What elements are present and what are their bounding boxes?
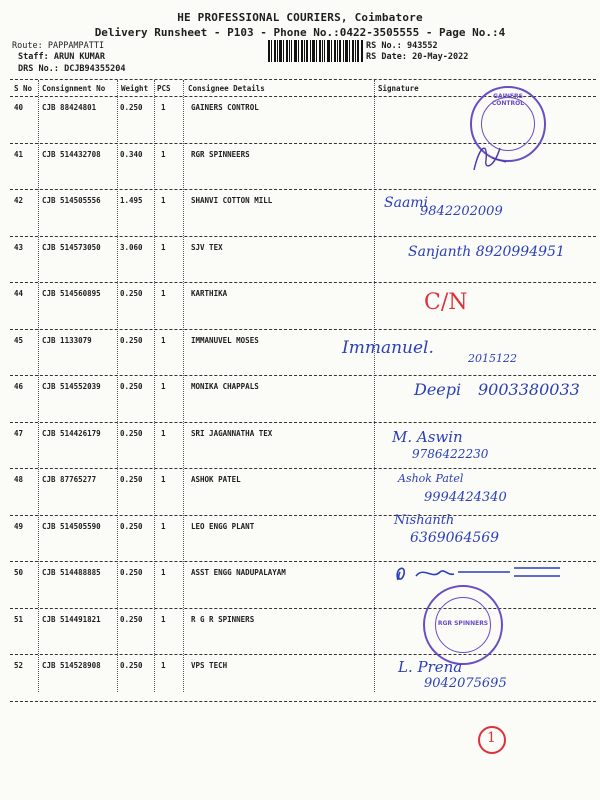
seal-text: GAINERS CONTROL bbox=[491, 93, 525, 107]
row-weight: 0.250 bbox=[120, 568, 143, 577]
row-consignee: SHANVI COTTON MILL bbox=[191, 196, 273, 205]
signature-48-phone: 9994424340 bbox=[424, 490, 507, 505]
row-sno: 52 bbox=[14, 661, 24, 670]
row-consignee: VPS TECH bbox=[191, 661, 228, 670]
row-weight: 0.250 bbox=[120, 475, 143, 484]
row-sno: 41 bbox=[14, 149, 24, 159]
col-separator bbox=[38, 80, 39, 692]
signature-46-name: Deepi bbox=[414, 380, 462, 399]
row-sno: 49 bbox=[14, 521, 24, 531]
row-consignee: GAINERS CONTROL bbox=[191, 103, 259, 112]
row-sno: 47 bbox=[14, 428, 24, 438]
rs-date-info bbox=[366, 52, 468, 62]
signature-50 bbox=[392, 562, 562, 586]
row-sno: 51 bbox=[14, 614, 24, 624]
rs-no-info bbox=[366, 41, 438, 51]
col-header-sno: S No bbox=[14, 84, 33, 93]
signature-42-phone: 9842202009 bbox=[420, 204, 503, 219]
row-separator bbox=[10, 329, 596, 330]
row-pcs: 1 bbox=[161, 521, 166, 531]
row-consignee: KARTHIKA bbox=[191, 289, 228, 298]
drs-info bbox=[18, 64, 126, 74]
row-consignee: LEO ENGG PLANT bbox=[191, 521, 255, 531]
col-header-pcs: PCS bbox=[157, 84, 171, 93]
row-consignment-no: CJB 514573050 bbox=[42, 242, 101, 252]
seal-text: RGR SPINNERS bbox=[437, 620, 489, 627]
route-info bbox=[12, 41, 104, 51]
row-sno: 43 bbox=[14, 242, 24, 252]
row-separator bbox=[10, 375, 596, 376]
row-consignment-no: CJB 87765277 bbox=[42, 475, 97, 484]
row-consignment-no: CJB 514528908 bbox=[42, 661, 101, 670]
drs-value: DCJB94355204 bbox=[64, 64, 126, 74]
row-consignment-no: CJB 514432708 bbox=[42, 149, 101, 159]
row-sno: 45 bbox=[14, 335, 24, 345]
row-weight: 0.250 bbox=[120, 614, 143, 624]
row-weight: 0.250 bbox=[120, 103, 143, 112]
row-consignee: MONIKA CHAPPALS bbox=[191, 382, 259, 391]
row-sno: 42 bbox=[14, 196, 24, 205]
red-circle-mark bbox=[478, 726, 506, 754]
row-pcs: 1 bbox=[161, 289, 166, 298]
row-consignment-no: CJB 514552039 bbox=[42, 382, 101, 391]
row-consignee: R G R SPINNERS bbox=[191, 614, 255, 624]
runsheet-title: Delivery Runsheet - P103 - Phone No.:0422-3505555 - Page No.:4 bbox=[94, 26, 506, 39]
header-top-rule bbox=[10, 79, 596, 80]
row-consignment-no: CJB 514505590 bbox=[42, 521, 101, 531]
row-separator bbox=[10, 189, 596, 190]
row-consignment-no: CJB 1133079 bbox=[42, 335, 92, 345]
staff-info bbox=[18, 52, 105, 62]
staff-value: ARUN KUMAR bbox=[53, 52, 106, 62]
signature-42-name: Saami bbox=[384, 195, 429, 211]
row-consignment-no: CJB 514491821 bbox=[42, 614, 101, 624]
row-pcs: 1 bbox=[161, 614, 166, 624]
signature-49-name: Nishanth bbox=[394, 513, 455, 528]
col-header-weight: Weight bbox=[121, 84, 149, 93]
staff-label: Staff: bbox=[18, 52, 49, 62]
row-weight: 0.250 bbox=[120, 661, 143, 670]
signature-46-phone: 9003380033 bbox=[478, 380, 580, 399]
row-consignee: SJV TEX bbox=[191, 242, 223, 252]
red-mark-text: 1 bbox=[487, 730, 496, 746]
row-separator bbox=[10, 608, 596, 609]
row-consignee: RGR SPINNEERS bbox=[191, 149, 250, 159]
company-title: HE PROFESSIONAL COURIERS, Coimbatore bbox=[177, 11, 423, 24]
signature-41 bbox=[470, 140, 510, 174]
row-pcs: 1 bbox=[161, 242, 166, 252]
signature-45-name: Immanuel. bbox=[342, 338, 434, 358]
row-separator bbox=[10, 422, 596, 423]
row-consignment-no: CJB 514560895 bbox=[42, 289, 101, 298]
row-separator bbox=[10, 282, 596, 283]
row-separator bbox=[10, 236, 596, 237]
route-label: Route: bbox=[12, 41, 43, 51]
col-header-consignment: Consignment No bbox=[42, 84, 106, 93]
row-pcs: 1 bbox=[161, 149, 166, 159]
rs-no-value: 943552 bbox=[406, 41, 438, 51]
signature-45-date: 2015122 bbox=[468, 352, 517, 365]
row-pcs: 1 bbox=[161, 428, 166, 438]
row-pcs: 1 bbox=[161, 103, 166, 112]
row-pcs: 1 bbox=[161, 568, 166, 577]
signature-44-mark: C/N bbox=[424, 290, 468, 315]
row-sno: 48 bbox=[14, 475, 24, 484]
signature-52-name: L. Prena bbox=[398, 658, 463, 676]
row-weight: 3.060 bbox=[120, 242, 143, 252]
row-pcs: 1 bbox=[161, 196, 166, 205]
row-weight: 0.250 bbox=[120, 521, 143, 531]
row-pcs: 1 bbox=[161, 475, 166, 484]
row-consignee: IMMANUVEL MOSES bbox=[191, 335, 259, 345]
signature-47-name: M. Aswin bbox=[392, 428, 463, 446]
row-pcs: 1 bbox=[161, 382, 166, 391]
signature-49-phone: 6369064569 bbox=[410, 530, 500, 546]
row-separator bbox=[10, 701, 596, 702]
row-pcs: 1 bbox=[161, 335, 166, 345]
row-separator bbox=[10, 654, 596, 655]
col-separator bbox=[374, 80, 375, 692]
row-pcs: 1 bbox=[161, 661, 166, 670]
signature-43: Sanjanth 8920994951 bbox=[408, 244, 565, 260]
row-sno: 46 bbox=[14, 382, 24, 391]
row-separator bbox=[10, 468, 596, 469]
col-separator bbox=[117, 80, 118, 692]
row-consignment-no: CJB 514426179 bbox=[42, 428, 101, 438]
row-sno: 50 bbox=[14, 568, 24, 577]
col-header-consignee: Consignee Details bbox=[188, 84, 265, 93]
row-weight: 0.250 bbox=[120, 428, 143, 438]
row-weight: 0.250 bbox=[120, 289, 143, 298]
row-weight: 0.250 bbox=[120, 335, 143, 345]
row-consignee: SRI JAGANNATHA TEX bbox=[191, 428, 273, 438]
row-separator bbox=[10, 515, 596, 516]
row-sno: 40 bbox=[14, 103, 24, 112]
drs-label: DRS No.: bbox=[18, 64, 59, 74]
row-consignee: ASHOK PATEL bbox=[191, 475, 241, 484]
rs-date-value: 20-May-2022 bbox=[412, 52, 469, 62]
rs-date-label: RS Date: bbox=[366, 52, 407, 62]
rs-no-label: RS No.: bbox=[366, 41, 402, 51]
signature-52-phone: 9042075695 bbox=[424, 676, 507, 691]
col-separator bbox=[183, 80, 184, 692]
row-weight: 0.250 bbox=[120, 382, 143, 391]
signature-48-name: Ashok Patel bbox=[398, 472, 464, 485]
row-consignment-no: CJB 514488885 bbox=[42, 568, 101, 577]
barcode-image bbox=[268, 40, 363, 62]
row-sno: 44 bbox=[14, 289, 24, 298]
company-seal-rgr bbox=[423, 585, 503, 665]
col-header-signature: Signature bbox=[378, 84, 419, 93]
row-weight: 0.340 bbox=[120, 149, 143, 159]
row-consignment-no: CJB 88424801 bbox=[42, 103, 97, 112]
row-weight: 1.495 bbox=[120, 196, 143, 205]
row-consignment-no: CJB 514505556 bbox=[42, 196, 101, 205]
signature-47-phone: 9786422230 bbox=[412, 447, 489, 461]
row-consignee: ASST ENGG NADUPALAYAM bbox=[191, 568, 286, 577]
route-value: PAPPAMPATTI bbox=[47, 41, 105, 51]
col-separator bbox=[154, 80, 155, 692]
